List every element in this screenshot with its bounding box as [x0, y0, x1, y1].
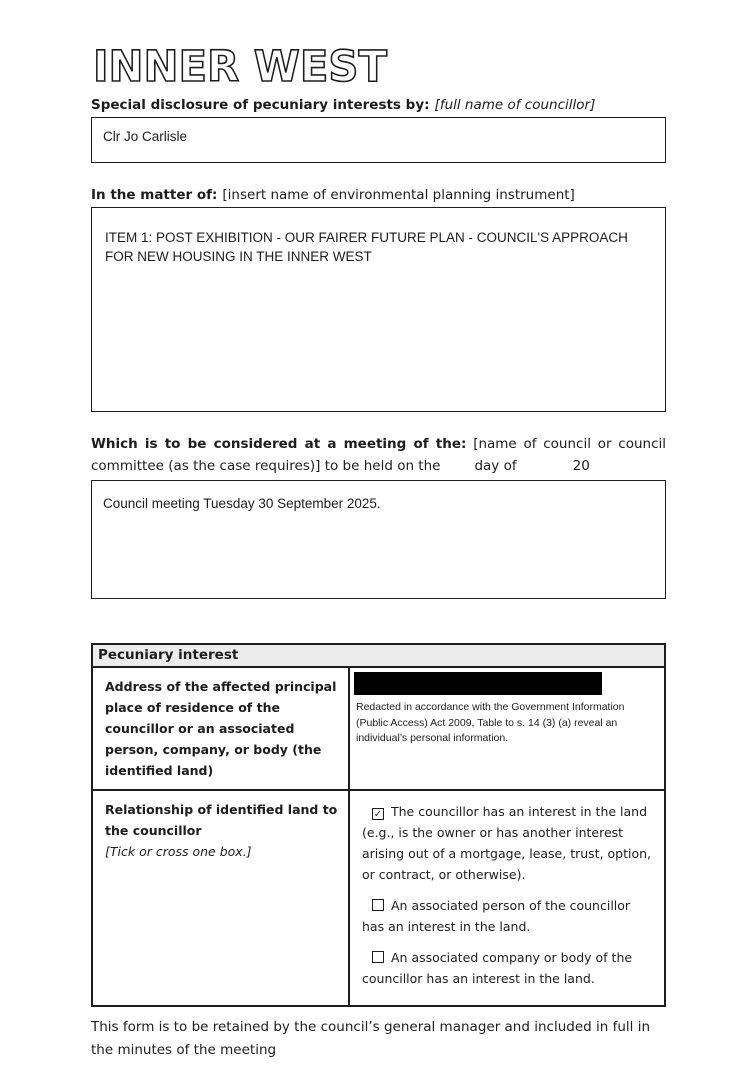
- meeting-label-rest: [name of council or council committee (as the case requires)] to be held on the: [91, 436, 667, 474]
- pecuniary-interest-table: [91, 643, 666, 1007]
- checkbox-empty-icon[interactable]: [372, 951, 384, 963]
- matter-label: [91, 187, 666, 204]
- option-associated-person: [362, 895, 656, 937]
- meeting-year-label: 20: [572, 457, 590, 474]
- address-label-cell: [93, 668, 350, 789]
- option-associated-person-text: An associated person of the councillor has an interest in the land.: [362, 898, 631, 934]
- meeting-label-bold: Which is to be considered at a meeting of the:: [91, 436, 467, 452]
- matter-field[interactable]: [91, 207, 666, 412]
- disclosure-label-bold: Special disclosure of pecuniary interests by:: [91, 97, 430, 113]
- relationship-hint: [Tick or cross one box.]: [105, 844, 252, 859]
- address-row: [93, 668, 664, 791]
- retention-note: This form is to be retained by the council’s general manager and included in full in the minutes of the meeting: [91, 1019, 650, 1058]
- inner-west-logo: [91, 44, 391, 88]
- inner-west-logo-text: INNER WEST: [93, 44, 388, 88]
- option-councillor-interest-text: The councillor has an interest in the land (e.g., is the owner or has another interest arising out of a mortgage, lease, trust, option, or contract, or otherwise).: [362, 804, 652, 882]
- address-value-cell: [350, 668, 664, 789]
- meeting-day-label: day of: [474, 457, 517, 474]
- relationship-label-cell: [93, 791, 350, 1005]
- disclosure-label-hint: [full name of councillor]: [434, 97, 596, 113]
- checkbox-empty-icon[interactable]: [372, 899, 384, 911]
- pecuniary-table-header: Pecuniary interest: [93, 645, 664, 668]
- address-label: Address of the affected principal place of residence of the councillor or an associated person, company, or body (the identified land): [105, 679, 337, 778]
- redaction-note: Redacted in accordance with the Government Information (Public Access) Act 2009, Table to s. 14 (3) (a) reveal an individual’s personal information.: [356, 701, 625, 744]
- disclosure-label: [91, 97, 666, 114]
- option-associated-company-text: An associated company or body of the councillor has an interest in the land.: [362, 950, 633, 986]
- checkbox-checked-icon[interactable]: ✓: [373, 809, 383, 820]
- relationship-row: [93, 791, 664, 1005]
- matter-label-hint: [insert name of environmental planning instrument]: [222, 187, 575, 203]
- meeting-label: [91, 434, 666, 477]
- matter-value: ITEM 1: POST EXHIBITION - OUR FAIRER FUTURE PLAN - COUNCIL'S APPROACH FOR NEW HOUSING IN THE INNER WEST: [105, 230, 628, 264]
- matter-label-bold: In the matter of:: [91, 187, 218, 203]
- option-councillor-interest: [362, 801, 656, 885]
- councillor-name-value: Clr Jo Carlisle: [103, 129, 188, 144]
- meeting-value: Council meeting Tuesday 30 September 2025.: [103, 496, 381, 511]
- relationship-label: Relationship of identified land to the councillor: [105, 802, 338, 838]
- meeting-field[interactable]: [91, 480, 666, 599]
- councillor-name-field[interactable]: [91, 117, 666, 163]
- option-associated-company: [362, 947, 656, 989]
- relationship-options-cell: [350, 791, 664, 1005]
- redaction-bar: [354, 672, 602, 695]
